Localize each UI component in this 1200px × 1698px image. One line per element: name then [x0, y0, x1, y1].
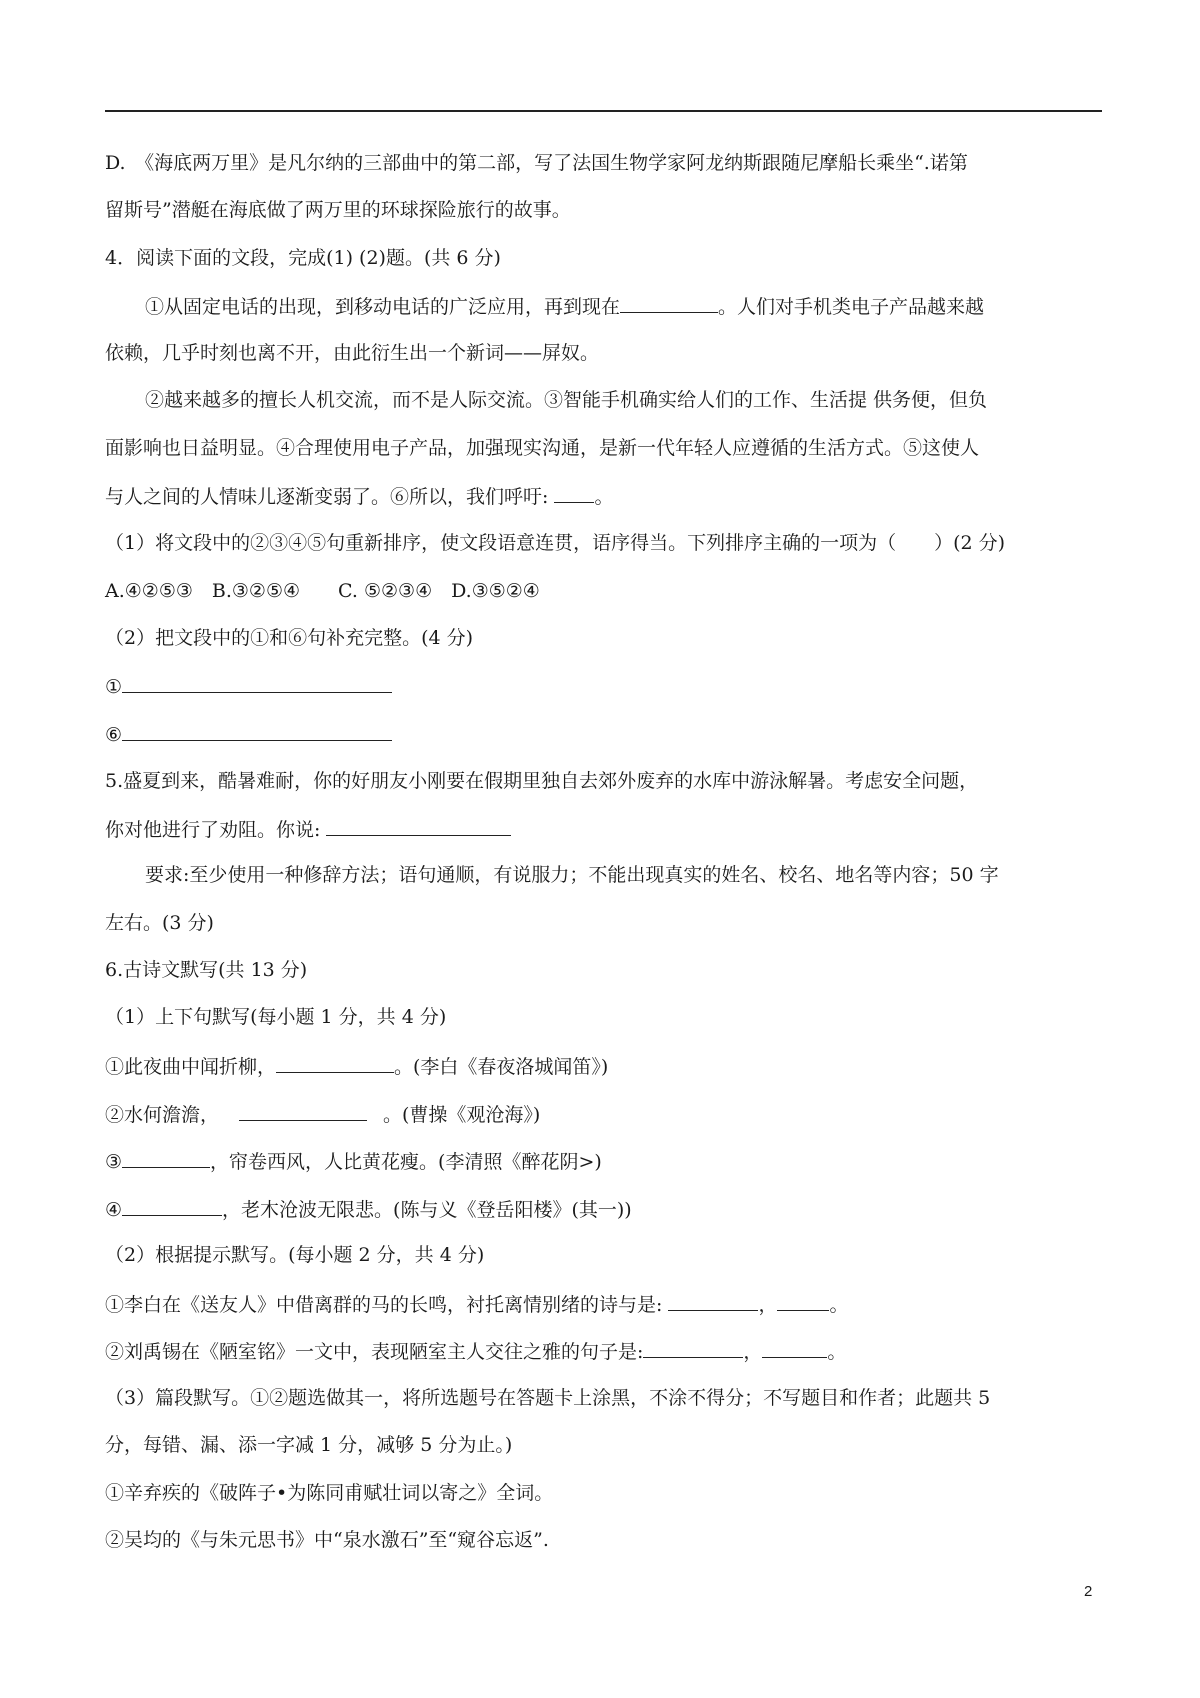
sub-question: （1）将文段中的②③④⑤句重新排序，使文段语意连贯，语序得当。下列排序主确的一项为（ ）(2 分) [105, 532, 1006, 554]
answer-options: A.④②⑤③ B.③②⑤④ C. ⑤②③④ D.③⑤②④ [105, 580, 540, 602]
poem-line: ①李白在《送友人》中借离群的马的长鸣，衬托离情别绪的诗与是: ， 。 [105, 1290, 1102, 1318]
poem-line: ④ ，老木沧波无限悲。(陈与义《登岳阳楼》(其一)) [105, 1195, 1102, 1223]
answer-blank[interactable] [777, 1290, 829, 1311]
passage-line: 依赖，几乎时刻也离不开，由此衍生出一个新词——屏奴。 [105, 342, 600, 364]
answer-line: ① [105, 672, 1102, 700]
text-line: D. 《海底两万里》是凡尔纳的三部曲中的第二部，写了法国生物学家阿龙纳斯跟随尼摩船长乘坐“.诺第 [105, 152, 968, 174]
page-number: 2 [1084, 1583, 1093, 1600]
passage-line: ①从固定电话的出现，到移动电话的广泛应用，再到现在 。人们对手机类电子产品越来越 [145, 292, 1102, 320]
question-4-heading: 4．阅读下面的文段，完成(1) (2)题。(共 6 分) [105, 247, 501, 269]
poem-line: ②刘禹锡在《陋室铭》一文中，表现陋室主人交往之雅的句子是: ， 。 [105, 1337, 1102, 1365]
answer-blank[interactable] [122, 1147, 210, 1168]
passage-line: 与人之间的人情味儿逐渐变弱了。⑥所以，我们呼吁: 。 [105, 482, 1102, 510]
answer-line: ⑥ [105, 720, 1102, 748]
requirement-line: 要求:至少使用一种修辞方法；语句通顺，有说服力；不能出现真实的姓名、校名、地名等内容；50 字 [145, 864, 999, 886]
sub-question: （1）上下句默写(每小题 1 分，共 4 分) [105, 1006, 447, 1028]
answer-blank[interactable] [122, 1195, 222, 1216]
answer-blank[interactable] [668, 1290, 758, 1311]
answer-blank[interactable] [239, 1100, 367, 1121]
answer-blank[interactable] [122, 672, 392, 693]
sub-question: 分，每错、漏、添一字减 1 分，减够 5 分为止。) [105, 1434, 513, 1456]
option-line: ②吴均的《与朱元思书》中“泉水激石”至“窥谷忘返”. [105, 1529, 549, 1551]
sub-question: （2）把文段中的①和⑥句补充完整。(4 分) [105, 627, 474, 649]
poem-line: ②水何澹澹， 。(曹操《观沧海》) [105, 1100, 1102, 1128]
poem-line: ①此夜曲中闻折柳， 。(李白《春夜洛城闻笛》) [105, 1052, 1102, 1080]
requirement-line: 左右。(3 分) [105, 912, 214, 934]
option-line: ①辛弃疾的《破阵子•为陈同甫赋壮词以寄之》全词。 [105, 1482, 554, 1504]
text-line: 留斯号”潜艇在海底做了两万里的环球探险旅行的故事。 [105, 199, 571, 221]
answer-blank[interactable] [643, 1337, 743, 1358]
question-5: 5.盛夏到来，酷暑难耐，你的好朋友小刚要在假期里独自去郊外废弃的水库中游泳解暑。考虑安全问题， [105, 770, 979, 792]
header-rule [105, 110, 1102, 112]
passage-line: ②越来越多的擅长人机交流，而不是人际交流。③智能手机确实给人们的工作、生活提 供务便，但负 [145, 389, 988, 411]
sub-question: （3）篇段默写。①②题选做其一，将所选题号在答题卡上涂黑，不涂不得分；不写题目和作者；此题共 5 [105, 1387, 991, 1409]
answer-blank[interactable] [620, 292, 718, 313]
passage-line: 面影响也日益明显。④合理使用电子产品，加强现实沟通，是新一代年轻人应遵循的生活方式。⑤这使人 [105, 437, 980, 459]
answer-blank[interactable] [762, 1337, 827, 1358]
sub-question: （2）根据提示默写。(每小题 2 分，共 4 分) [105, 1244, 485, 1266]
poem-line: ③ ，帘卷西风，人比黄花瘦。(李清照《醉花阴>) [105, 1147, 1102, 1175]
answer-blank[interactable] [554, 482, 594, 503]
question-6-heading: 6.古诗文默写(共 13 分) [105, 959, 308, 981]
answer-blank[interactable] [326, 815, 511, 836]
answer-blank[interactable] [276, 1052, 394, 1073]
answer-blank[interactable] [122, 720, 392, 741]
question-5: 你对他进行了劝阻。你说: [105, 815, 1102, 843]
